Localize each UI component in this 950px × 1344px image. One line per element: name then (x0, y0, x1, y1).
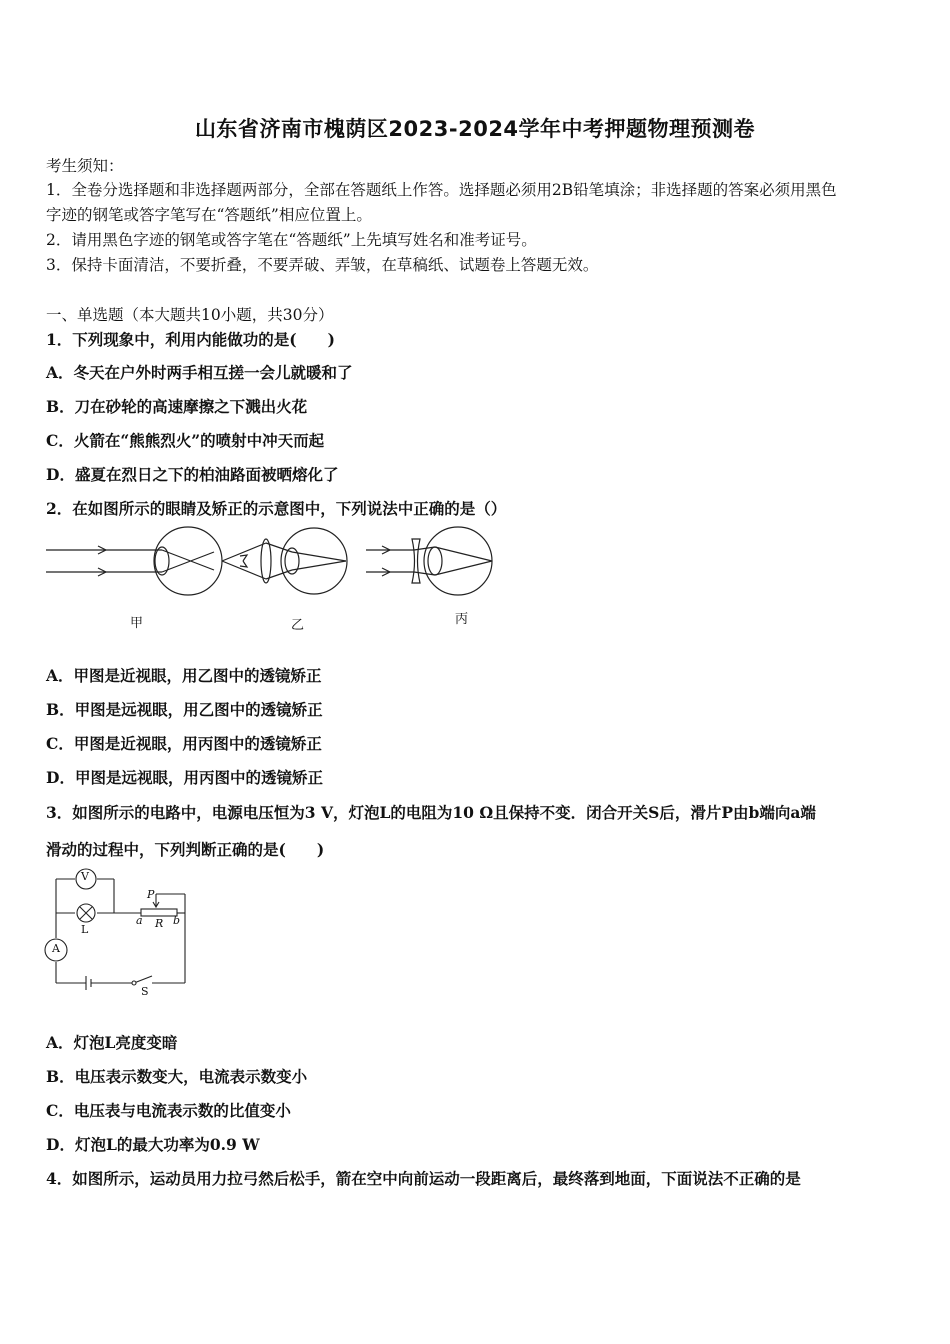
question-3-option-d: D．灯泡L的最大功率为0.9 W (46, 1135, 260, 1154)
slider-label: P (147, 888, 155, 901)
circuit-diagram-svg (44, 866, 194, 1001)
notice-heading: 考生须知： (46, 157, 124, 175)
question-2-option-d: D．甲图是远视眼，用丙图中的透镜矫正 (46, 768, 323, 787)
question-2-option-c: C．甲图是近视眼，用丙图中的透镜矫正 (46, 734, 322, 753)
question-3-option-b: B．电压表示数变大，电流表示数变小 (46, 1067, 308, 1086)
eye-diagram-a (46, 527, 222, 595)
resistor-label: R (155, 917, 164, 930)
question-3-option-c: C．电压表与电流表示数的比值变小 (46, 1101, 291, 1120)
question-1-option-a: A．冬天在户外时两手相互搓一会儿就暖和了 (46, 363, 353, 382)
voltmeter-label: V (81, 870, 89, 883)
eye-caption-c: 丙 (455, 612, 469, 627)
ammeter-label: A (52, 942, 60, 955)
page-title: 山东省济南市槐荫区2023-2024学年中考押题物理预测卷 (194, 117, 756, 141)
end-a-label: a (136, 914, 143, 927)
question-2-option-b: B．甲图是远视眼，用乙图中的透镜矫正 (46, 700, 323, 719)
section-heading: 一、单选题（本大题共10小题，共30分） (46, 306, 334, 324)
circuit-diagram (44, 866, 194, 1001)
eye-diagram-c (366, 527, 492, 595)
eye-diagram-b (222, 528, 347, 594)
end-b-label: b (173, 914, 181, 927)
eye-diagrams-svg (46, 526, 506, 606)
question-1-option-c: C．火箭在“熊熊烈火”的喷射中冲天而起 (46, 431, 325, 450)
question-3-stem-line2: 滑动的过程中，下列判断正确的是( ) (46, 840, 325, 859)
eye-caption-a: 甲 (130, 616, 144, 631)
notice-item: 3．保持卡面清洁，不要折叠，不要弄破、弄皱，在草稿纸、试题卷上答题无效。 (46, 256, 599, 274)
question-3-option-a: A．灯泡L亮度变暗 (46, 1033, 178, 1052)
switch-label: S (141, 985, 149, 998)
eye-caption-b: 乙 (291, 618, 305, 633)
question-4-stem: 4．如图所示，运动员用力拉弓然后松手，箭在空中向前运动一段距离后，最终落到地面，下面说法不正确的是 (46, 1169, 801, 1188)
question-1-option-d: D．盛夏在烈日之下的柏油路面被晒熔化了 (46, 465, 339, 484)
notice-item: 2．请用黑色字迹的钢笔或答字笔在“答题纸”上先填写姓名和准考证号。 (46, 231, 537, 249)
question-1-option-b: B．刀在砂轮的高速摩擦之下溅出火花 (46, 397, 308, 416)
eye-diagram-figure (46, 526, 506, 606)
question-2-option-a: A．甲图是近视眼，用乙图中的透镜矫正 (46, 666, 322, 685)
question-1-stem: 1．下列现象中，利用内能做功的是( ) (46, 330, 335, 349)
question-3-stem-line1: 3．如图所示的电路中，电源电压恒为3 V，灯泡L的电阻为10 Ω且保持不变．闭合开关S后，滑片P由b端向a端 (46, 803, 816, 822)
question-2-stem: 2．在如图所示的眼睛及矫正的示意图中，下列说法中正确的是（） (46, 499, 507, 518)
notice-item: 1．全卷分选择题和非选择题两部分，全部在答题纸上作答。选择题必须用2B铅笔填涂；非选择题的答案必须用黑色 (46, 181, 837, 199)
lamp-label: L (81, 923, 89, 936)
notice-item: 字迹的钢笔或答字笔写在“答题纸”相应位置上。 (46, 206, 372, 224)
